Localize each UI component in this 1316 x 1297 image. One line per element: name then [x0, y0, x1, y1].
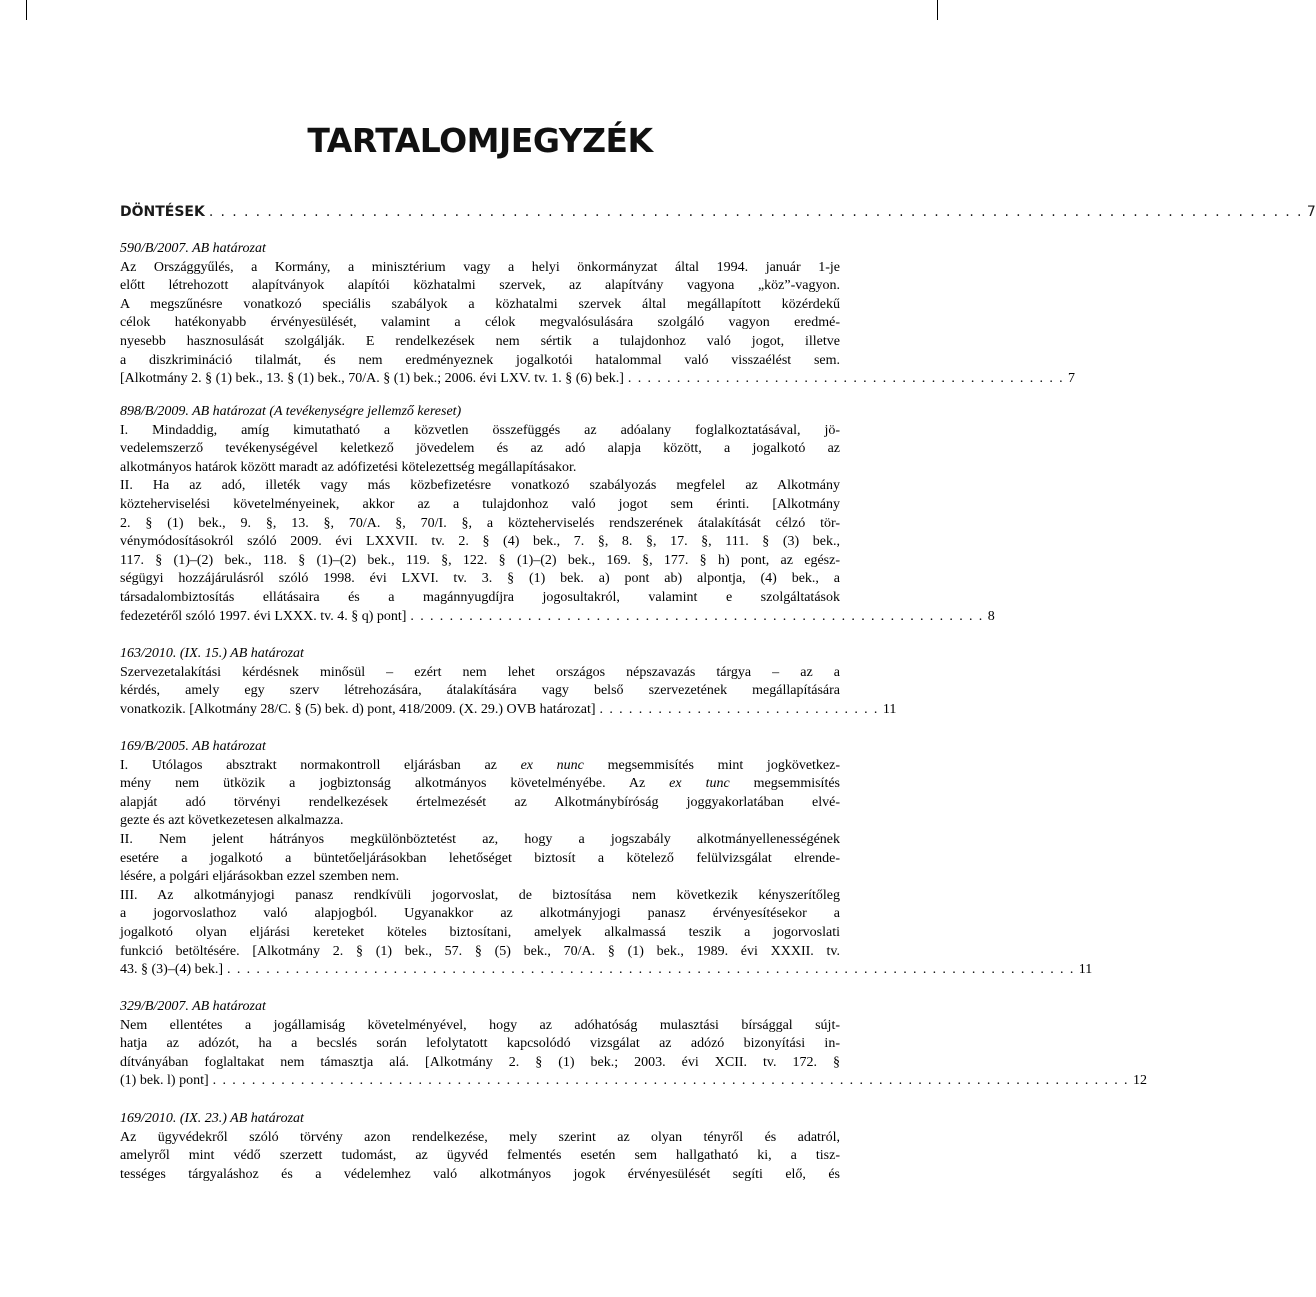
toc-entry [120, 645, 897, 719]
entry-line: 43. § (3)–(4) bek.] [120, 962, 224, 978]
entry-line: hatja az adózót, ha a becslés során lefolytatott kapcsolódó vizsgálat az adózó bizonyítási in- [120, 1036, 840, 1052]
entry-line: II. Nem jelent hátrányos megkülönböztetést az, hogy a jogszabály alkotmányellenességének [120, 831, 840, 847]
page-number: 11 [882, 701, 897, 717]
section-heading: DÖNTÉSEK [120, 204, 205, 220]
toc-entry [120, 1110, 840, 1184]
entry-line: jogalkotó olyan eljárási kereteket köteles biztosítani, amelyek alkalmassá teszik a jogorvoslati [120, 924, 840, 940]
entry-line: Nem ellentétes a jogállamiság követelményével, hogy az adóhatóság mulasztási bírsággal sújt- [120, 1017, 840, 1033]
dot-leader: . . . . . . . . . . . . . . . . . . . . . . . . . . . . . . . . . . . . . . . . . . . . . . . . . . . . . . . . . . . [410, 608, 984, 624]
page-number: 12 [1132, 1073, 1147, 1089]
entry-reference: 898/B/2009. AB határozat (A tevékenységre jellemző kereset) [120, 404, 462, 419]
entry-line: Az Országgyűlés, a Kormány, a minisztérium vagy a helyi önkormányzat által 1994. január 1-je [120, 259, 840, 275]
page-number: 7 [1068, 371, 1076, 387]
section-row [120, 203, 1316, 222]
entry-line: (1) bek. l) pont] [120, 1073, 209, 1089]
entry-line: nyesebb hasznosulását szolgálják. E rendelkezések nem sértik a tulajdonhoz való jogot, illetve [120, 333, 840, 349]
entry-last-line [120, 961, 1093, 980]
entry-line: alapját adó törvényi rendelkezések értelmezését az Alkotmánybíróság joggyakorlatában elvé- [120, 794, 840, 810]
page-number: 11 [1078, 962, 1093, 978]
dot-leader: . . . . . . . . . . . . . . . . . . . . . . . . . . . . . . . . . . . . . . . . . . . . . [627, 371, 1065, 387]
toc-entry [120, 240, 1076, 389]
entry-line: A megszűnésre vonatkozó speciális szabályok a közhatalmi szervek által megállapított közérdekű [120, 296, 840, 312]
entry-line: dítványában foglaltakat nem támasztja alá. [Alkotmány 2. § (1) bek.; 2003. évi XCII. tv. 172. § [120, 1054, 840, 1070]
entry-line: vonatkozik. [Alkotmány 28/C. § (5) bek. d) pont, 418/2009. (X. 29.) OVB határozat] [120, 701, 596, 717]
entry-reference: 329/B/2007. AB határozat [120, 999, 266, 1014]
entry-line: mény nem ütközik a jogbiztonság alkotmányos követelményébe. Az ex tunc megsemmisítés [120, 776, 840, 792]
entry-line: a jogorvoslathoz való alapjogból. Ugyanakkor az alkotmányjogi panasz érvényesítésekor a [120, 906, 840, 922]
entry-reference: 169/2010. (IX. 23.) AB határozat [120, 1111, 304, 1126]
entry-line: amelyről mint védő szerzett tudomást, az ügyvéd felmentés esetén sem hallgatható ki, a tisz- [120, 1148, 840, 1164]
entry-line: I. Utólagos absztrakt normakontroll eljárásban az ex nunc megsemmisítés mint jogkövetkez- [120, 757, 841, 773]
entry-last-line [120, 370, 1076, 389]
entry-line: lésére, a polgári eljárásokban ezzel szemben nem. [120, 869, 400, 885]
entry-last-line [120, 608, 995, 627]
dot-leader: . . . . . . . . . . . . . . . . . . . . . . . . . . . . . . . . . . . . . . . . . . . . . . . . . . . . . . . . . . . . . . . . . . . . . . . . . . . . . . . . . . . . . . . . . . . . . . [208, 204, 1303, 220]
entry-line: vénymódosításokról szóló 2009. évi LXXVII. tv. 2. § (4) bek., 7. §, 8. §, 17. §, 111. § (3) bek., [120, 534, 840, 550]
page-number: 7 [1306, 204, 1316, 220]
entry-line: III. Az alkotmányjogi panasz rendkívüli jogorvoslat, de biztosítása nem következik kényszerítőleg [120, 887, 840, 903]
entry-line: vedelemszerző tevékenységével keletkező jövedelem és az adó alapja között, a jogalkotó az [120, 441, 840, 457]
toc-entry [120, 403, 995, 626]
page-number: 8 [987, 608, 995, 624]
dot-leader: . . . . . . . . . . . . . . . . . . . . . . . . . . . . . . . . . . . . . . . . . . . . . . . . . . . . . . . . . . . . . . . . . . . . . . . . . . . . . . . . . . . . . . . . . . . . . . [212, 1073, 1129, 1089]
entry-last-line [120, 701, 897, 720]
crop-mark-left [26, 0, 27, 20]
toc-entry [120, 738, 1093, 980]
page-title: TARTALOMJEGYZÉK [307, 121, 653, 160]
entry-line: II. Ha az adó, illeték vagy más közbefizetésre vonatkozó szabályozás megfelel az Alkotmány [120, 478, 840, 494]
entry-line: célok hatékonyabb érvényesülését, valamint a célok megvalósulására szolgáló vagyon eredmé- [120, 315, 840, 331]
entry-line: [Alkotmány 2. § (1) bek., 13. § (1) bek., 70/A. § (1) bek.; 2006. évi LXV. tv. 1. § (6) bek.] [120, 371, 624, 387]
entry-line: előtt létrehozott alapítványok alapítói közhatalmi szervek, az alapítvány vagyona „köz”-vagyon. [120, 278, 840, 294]
entry-line: 117. § (1)–(2) bek., 118. § (1)–(2) bek., 119. §, 122. § (1)–(2) bek., 169. §, 177. § h) pont, az egész- [120, 552, 840, 568]
entry-line: fedezetéről szóló 1997. évi LXXX. tv. 4. § q) pont] [120, 608, 407, 624]
entry-line: Szervezetalakítási kérdésnek minősül – ezért nem lehet országos népszavazás tárgya – az a [120, 664, 840, 680]
entry-reference: 169/B/2005. AB határozat [120, 739, 266, 754]
entry-line: ségügyi hozzájárulásról szóló 1998. évi LXVI. tv. 3. § (1) bek. a) pont ab) alpontja, (4) bek., a [120, 571, 840, 587]
entry-reference: 163/2010. (IX. 15.) AB határozat [120, 646, 304, 661]
dot-leader: . . . . . . . . . . . . . . . . . . . . . . . . . . . . . . . . . . . . . . . . . . . . . . . . . . . . . . . . . . . . . . . . . . . . . . . . . . . . . . . . . . . . . . . [227, 962, 1075, 978]
crop-mark-right [937, 0, 938, 20]
entry-reference: 590/B/2007. AB határozat [120, 241, 266, 256]
entry-line: funkció betöltésére. [Alkotmány 2. § (1) bek., 57. § (5) bek., 70/A. § (1) bek., 1989. évi XXXII. tv. [120, 943, 840, 959]
entry-last-line [120, 1072, 1147, 1091]
entry-line: kérdés, amely egy szerv létrehozására, átalakítására vagy belső szervezetének megállapítására [120, 683, 840, 699]
entry-line: I. Mindaddig, amíg kimutatható a közvetlen összefüggés az adóalany foglalkoztatásával, jö- [120, 422, 840, 438]
entry-line: 2. § (1) bek., 9. §, 13. §, 70/A. §, 70/I. §, a közteherviselés rendszerének átalakítását célzó tör- [120, 515, 840, 531]
toc-entry [120, 998, 1147, 1091]
entry-line: a diszkrimináció tilalmát, és nem eredményeznek jogalkotói hatalommal való visszaélést sem. [120, 352, 840, 368]
entry-line: Az ügyvédekről szóló törvény azon rendelkezése, mely szerint az olyan tényről és adatról, [120, 1129, 840, 1145]
entry-line: gezte és azt következetesen alkalmazza. [120, 813, 344, 829]
entry-line: tességes tárgyaláshoz és a védelemhez való alkotmányos jogok érvényesülését segíti elő, és [120, 1166, 840, 1182]
entry-line: alkotmányos határok között maradt az adófizetési kötelezettség megállapításakor. [120, 459, 577, 475]
dot-leader: . . . . . . . . . . . . . . . . . . . . . . . . . . . . . [599, 701, 879, 717]
entry-line: társadalombiztosítás ellátásaira és a magánnyugdíjra jogosultakról, valamint e szolgáltatások [120, 589, 840, 605]
entry-line: esetére a jogalkotó a büntetőeljárásokban lehetőséget biztosít a kötelező felülvizsgálat elrende- [120, 850, 840, 866]
entry-line: közteherviselési követelményeinek, akkor az a tulajdonhoz való jogot sem érinti. [Alkotmány [120, 496, 840, 512]
